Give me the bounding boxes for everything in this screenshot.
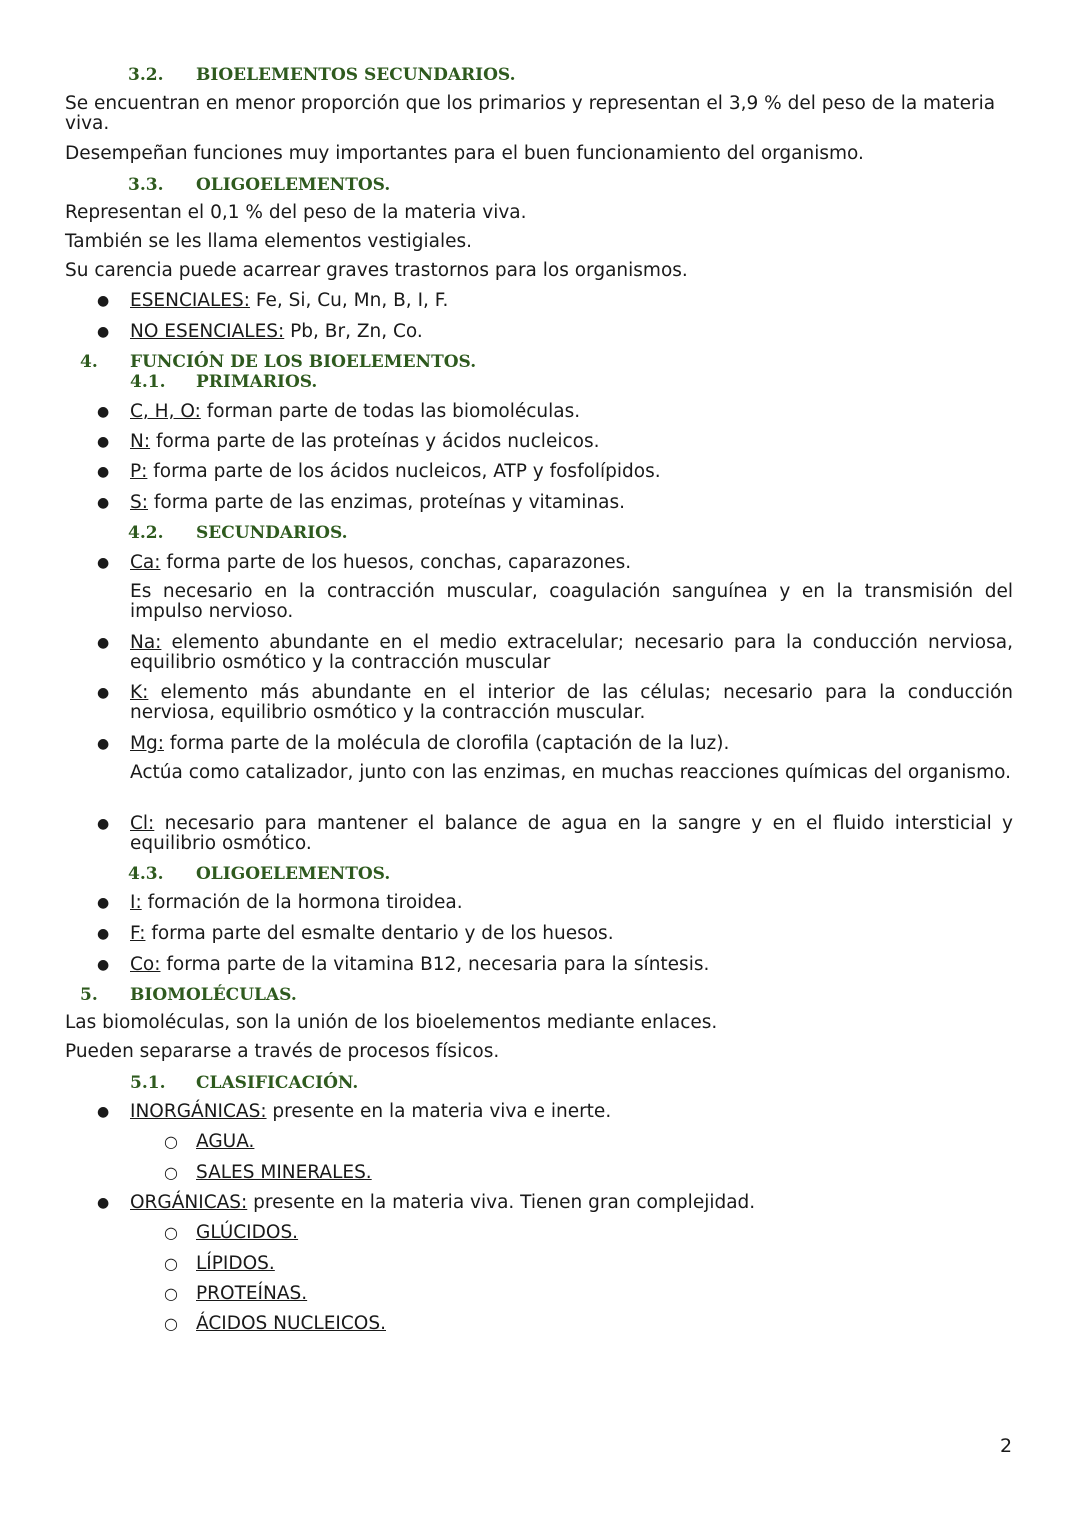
section-3-3-title: OLIGOELEMENTOS. bbox=[196, 175, 391, 195]
bullet-icon: ● bbox=[97, 555, 110, 571]
bullet-icon: ● bbox=[97, 685, 110, 701]
section-4-3-title: OLIGOELEMENTOS. bbox=[196, 864, 391, 884]
bullet-icon: ● bbox=[97, 434, 110, 450]
circle-bullet-icon: ○ bbox=[164, 1163, 178, 1182]
list-item: Co: forma parte de la vitamina B12, necesaria para la síntesis. bbox=[130, 954, 710, 975]
section-4-2-title: SECUNDARIOS. bbox=[196, 523, 348, 543]
section-4-2-number: 4.2. bbox=[128, 523, 164, 543]
list-item: ESENCIALES: Fe, Si, Cu, Mn, B, I, F. bbox=[130, 290, 449, 311]
sub-list-item: LÍPIDOS. bbox=[196, 1253, 275, 1274]
list-item-continuation: Actúa como catalizador, junto con las enzimas, en muchas reacciones químicas del organismo. bbox=[130, 762, 1011, 783]
paragraph: Las biomoléculas, son la unión de los bioelementos mediante enlaces. bbox=[65, 1012, 718, 1033]
bullet-icon: ● bbox=[97, 404, 110, 420]
list-item: Cl: necesario para mantener el balance de agua en la sangre y en el fluido intersticial y equilibrio osmótico. bbox=[130, 813, 1013, 854]
section-5-1-number: 5.1. bbox=[130, 1073, 166, 1093]
list-item: Na: elemento abundante en el medio extracelular; necesario para la conducción nerviosa, equilibrio osmótico y la contracción muscular bbox=[130, 632, 1013, 673]
bullet-icon: ● bbox=[97, 957, 110, 973]
section-3-3-number: 3.3. bbox=[128, 175, 164, 195]
bullet-icon: ● bbox=[97, 324, 110, 340]
section-3-2-number: 3.2. bbox=[128, 65, 164, 85]
paragraph: Desempeñan funciones muy importantes para el buen funcionamiento del organismo. bbox=[65, 143, 864, 164]
page-number: 2 bbox=[1000, 1435, 1013, 1457]
section-4-number: 4. bbox=[80, 352, 98, 372]
bullet-icon: ● bbox=[97, 495, 110, 511]
paragraph: También se les llama elementos vestigiales. bbox=[65, 231, 473, 252]
list-item: NO ESENCIALES: Pb, Br, Zn, Co. bbox=[130, 321, 423, 342]
section-4-3-number: 4.3. bbox=[128, 864, 164, 884]
circle-bullet-icon: ○ bbox=[164, 1132, 178, 1151]
section-4-1-number: 4.1. bbox=[130, 372, 166, 392]
section-5-number: 5. bbox=[80, 985, 98, 1005]
paragraph: Su carencia puede acarrear graves trastornos para los organismos. bbox=[65, 260, 688, 281]
list-item: C, H, O: forman parte de todas las biomoléculas. bbox=[130, 401, 581, 422]
circle-bullet-icon: ○ bbox=[164, 1284, 178, 1303]
section-3-2-title: BIOELEMENTOS SECUNDARIOS. bbox=[196, 65, 516, 85]
list-item: F: forma parte del esmalte dentario y de los huesos. bbox=[130, 923, 614, 944]
list-item: I: formación de la hormona tiroidea. bbox=[130, 892, 463, 913]
bullet-icon: ● bbox=[97, 926, 110, 942]
list-item: INORGÁNICAS: presente en la materia viva e inerte. bbox=[130, 1101, 612, 1122]
section-5-1-title: CLASIFICACIÓN. bbox=[196, 1073, 359, 1093]
list-item: K: elemento más abundante en el interior de las células; necesario para la conducción nerviosa, equilibrio osmótico y la contracción muscular. bbox=[130, 682, 1013, 723]
circle-bullet-icon: ○ bbox=[164, 1314, 178, 1333]
bullet-icon: ● bbox=[97, 736, 110, 752]
bullet-icon: ● bbox=[97, 293, 110, 309]
list-item: N: forma parte de las proteínas y ácidos nucleicos. bbox=[130, 431, 600, 452]
list-item: P: forma parte de los ácidos nucleicos, ATP y fosfolípidos. bbox=[130, 461, 661, 482]
list-item-continuation: Es necesario en la contracción muscular, coagulación sanguínea y en la transmisión del impulso nervioso. bbox=[130, 581, 1013, 622]
bullet-icon: ● bbox=[97, 1104, 110, 1120]
paragraph: Pueden separarse a través de procesos físicos. bbox=[65, 1041, 500, 1062]
bullet-icon: ● bbox=[97, 1195, 110, 1211]
bullet-icon: ● bbox=[97, 816, 110, 832]
circle-bullet-icon: ○ bbox=[164, 1223, 178, 1242]
list-item: ORGÁNICAS: presente en la materia viva. Tienen gran complejidad. bbox=[130, 1192, 756, 1213]
section-5-title: BIOMOLÉCULAS. bbox=[130, 985, 297, 1005]
paragraph: Se encuentran en menor proporción que los primarios y representan el 3,9 % del peso de la materia viva. bbox=[65, 93, 996, 134]
bullet-icon: ● bbox=[97, 464, 110, 480]
sub-list-item: PROTEÍNAS. bbox=[196, 1283, 308, 1304]
paragraph: Representan el 0,1 % del peso de la materia viva. bbox=[65, 202, 527, 223]
sub-list-item: GLÚCIDOS. bbox=[196, 1222, 299, 1243]
list-item: Mg: forma parte de la molécula de clorofila (captación de la luz). bbox=[130, 733, 730, 754]
section-4-title: FUNCIÓN DE LOS BIOELEMENTOS. bbox=[130, 352, 477, 372]
list-item: S: forma parte de las enzimas, proteínas y vitaminas. bbox=[130, 492, 626, 513]
list-item: Ca: forma parte de los huesos, conchas, caparazones. bbox=[130, 552, 632, 573]
sub-list-item: AGUA. bbox=[196, 1131, 255, 1152]
section-4-1-title: PRIMARIOS. bbox=[196, 372, 318, 392]
bullet-icon: ● bbox=[97, 895, 110, 911]
bullet-icon: ● bbox=[97, 635, 110, 651]
circle-bullet-icon: ○ bbox=[164, 1254, 178, 1273]
sub-list-item: ÁCIDOS NUCLEICOS. bbox=[196, 1313, 386, 1334]
sub-list-item: SALES MINERALES. bbox=[196, 1162, 372, 1183]
